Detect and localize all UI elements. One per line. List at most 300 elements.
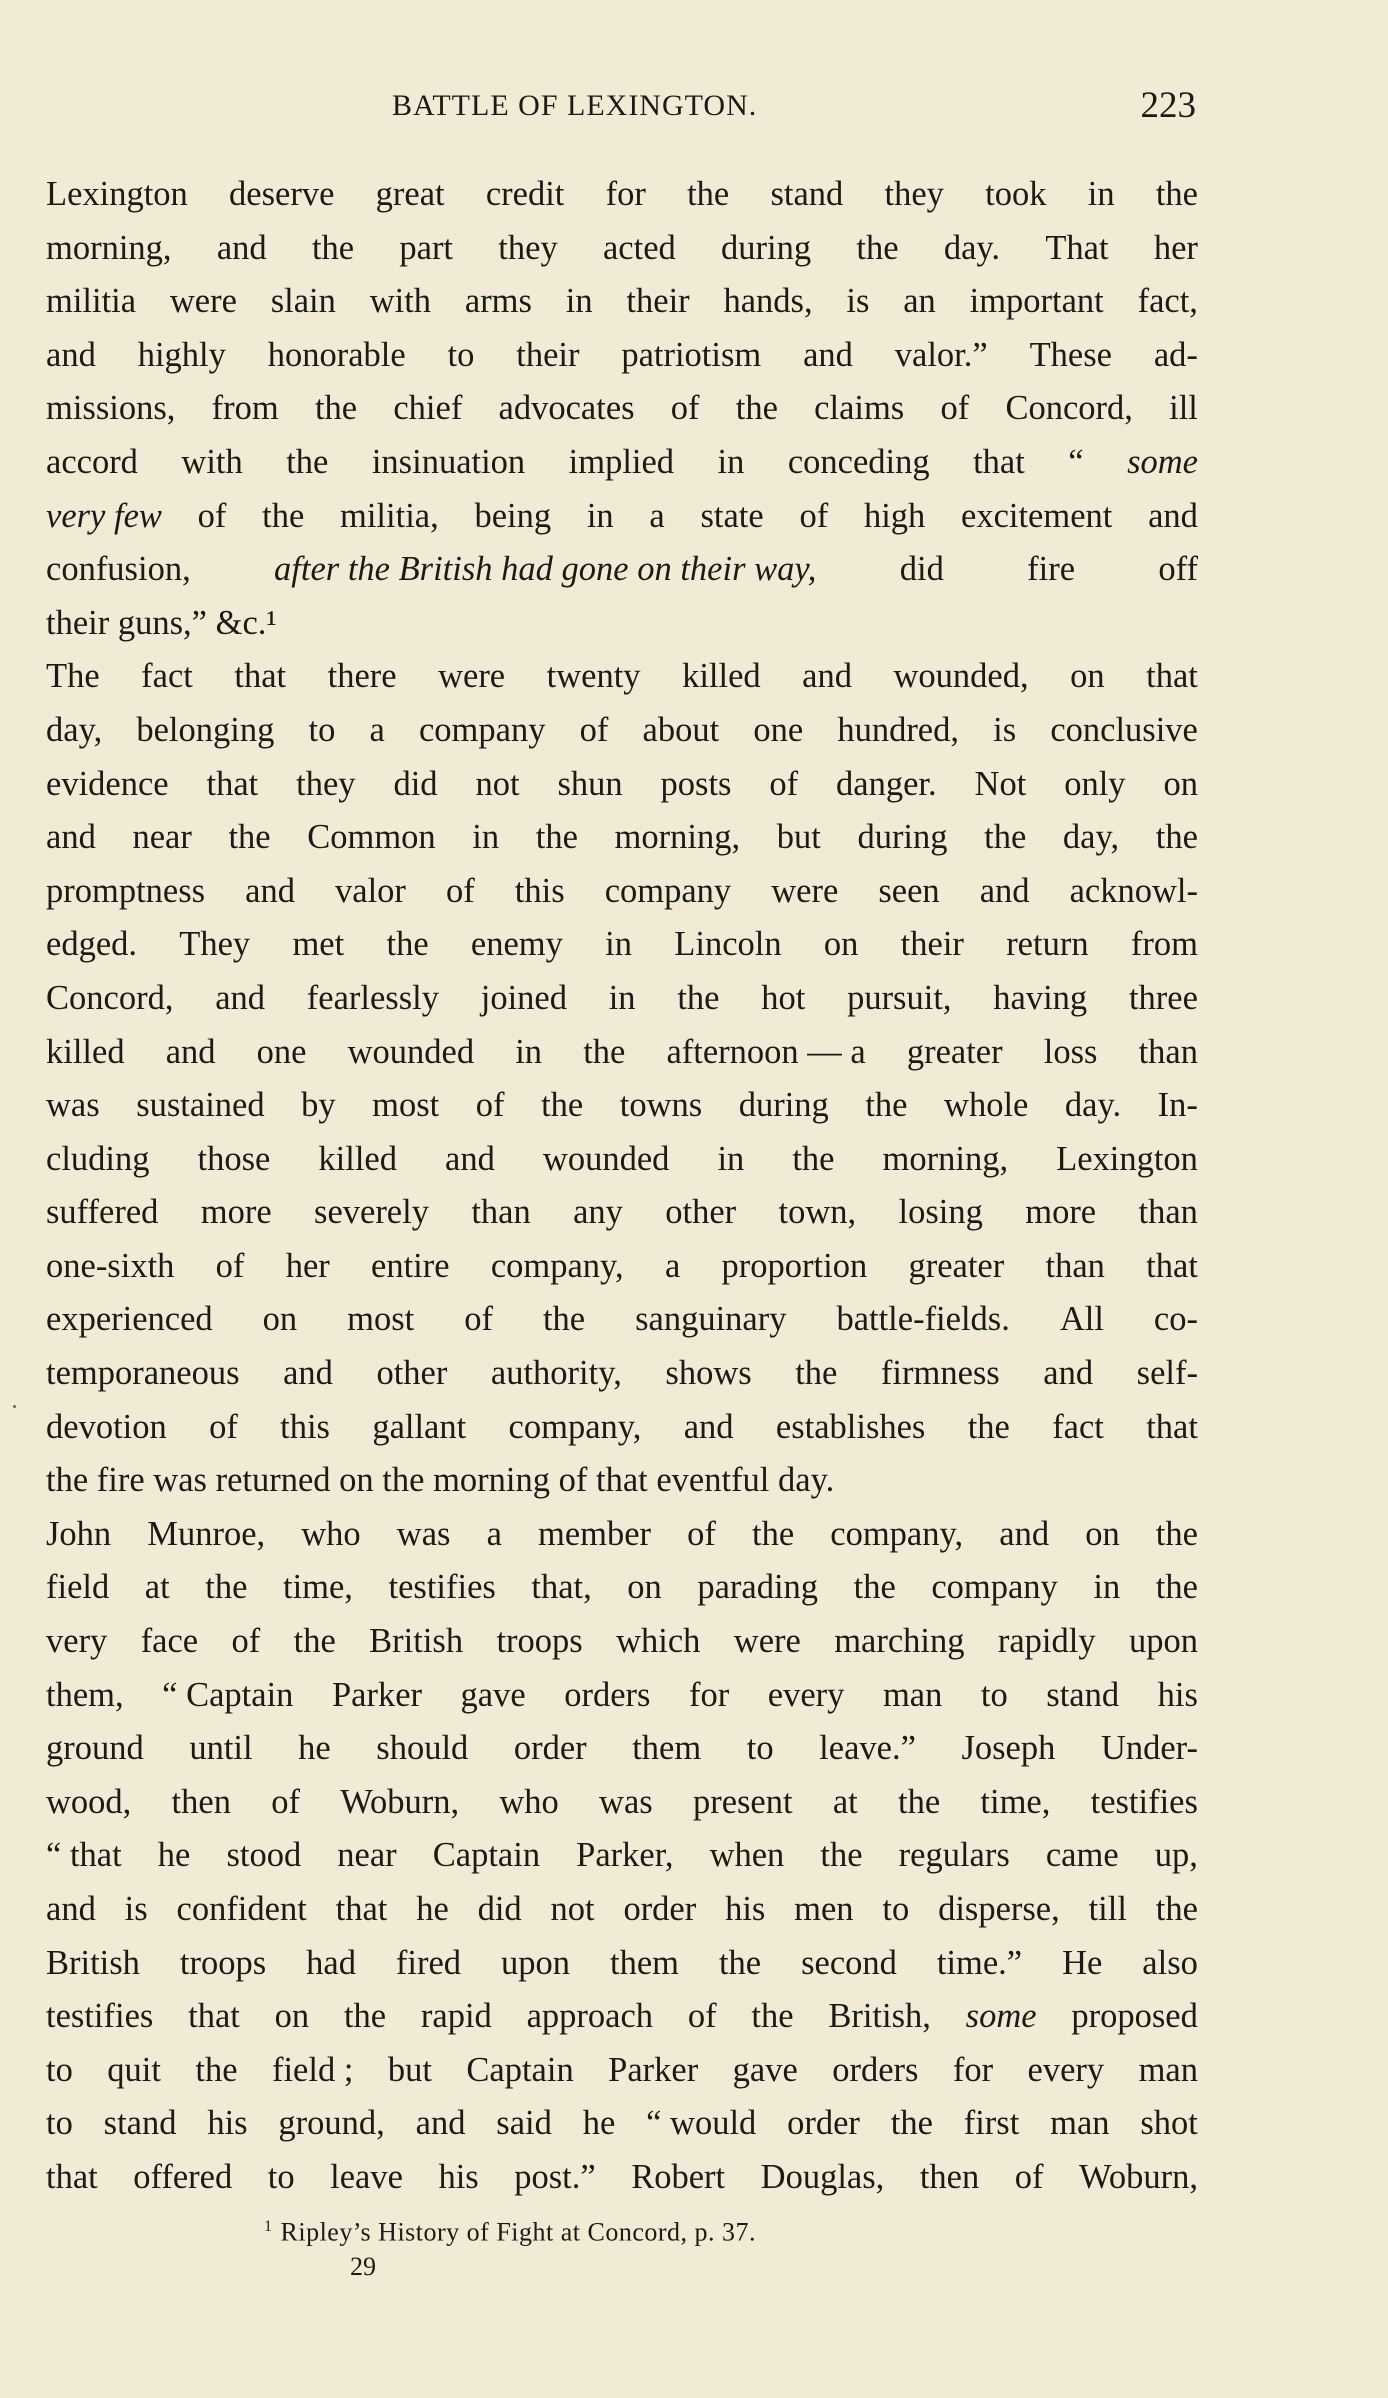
word: Woburn, (340, 1782, 460, 1821)
word: and (283, 1354, 333, 1393)
word: credit (485, 175, 565, 213)
word: high (863, 496, 926, 535)
word: of (215, 1246, 245, 1285)
text-line (46, 704, 1198, 758)
word: valor (335, 871, 406, 910)
word: Not (974, 764, 1027, 803)
word: company, (830, 1514, 964, 1553)
word: one (256, 1032, 307, 1071)
word: greater (906, 1032, 1003, 1071)
word: company, (508, 1407, 642, 1446)
word: Joseph (961, 1729, 1056, 1768)
word: “ that (46, 1836, 122, 1875)
word: her (1153, 228, 1198, 267)
word: having (993, 978, 1088, 1017)
word: the (718, 1943, 762, 1982)
word: the (795, 1354, 838, 1393)
word: man (1050, 2104, 1110, 2143)
word: &c.¹ (215, 603, 277, 642)
word: leave (330, 2157, 403, 2196)
word: These (1029, 335, 1112, 374)
word: state (700, 496, 764, 535)
word: the (752, 1514, 795, 1553)
word: the (1155, 175, 1198, 213)
word: upon (1128, 1622, 1198, 1661)
word: near (132, 818, 192, 857)
word: Parker, (576, 1836, 674, 1875)
word: self- (1136, 1354, 1198, 1393)
word: the (228, 818, 271, 857)
word: return (1006, 925, 1089, 964)
word: pursuit, (847, 978, 952, 1017)
text-line (46, 275, 1198, 329)
word: than (1045, 1246, 1105, 1285)
word: Lexington (46, 175, 188, 213)
word: disperse, (938, 1890, 1060, 1928)
word: their (46, 603, 110, 642)
word: men (794, 1890, 854, 1928)
word: was (396, 1514, 451, 1553)
word: joined (480, 978, 567, 1017)
word: of (271, 1782, 300, 1821)
word: her (285, 1246, 330, 1285)
word: that (335, 1890, 388, 1928)
word: and (999, 1514, 1050, 1553)
word: suffered (46, 1193, 159, 1232)
word: Captain (466, 2050, 574, 2089)
word: fact (1052, 1407, 1104, 1446)
word: at (144, 1568, 170, 1607)
word: order (787, 2104, 860, 2143)
word: stood (226, 1836, 302, 1875)
word: accord (46, 442, 138, 481)
word: time.” (936, 1943, 1023, 1982)
word: did (899, 550, 944, 589)
word: stand (103, 2104, 177, 2143)
text-line (46, 1401, 1198, 1455)
word: the (984, 818, 1027, 857)
word: more (1025, 1193, 1097, 1232)
word: in (472, 818, 500, 857)
word: stand (1046, 1675, 1120, 1714)
word: that (206, 764, 259, 803)
word: day. (778, 1461, 835, 1500)
word: were (733, 1622, 801, 1661)
word: in (1093, 1568, 1121, 1607)
text-line (46, 1293, 1198, 1347)
word: the (293, 1622, 336, 1661)
word: and (245, 871, 295, 910)
word: John (46, 1514, 112, 1553)
word: fired (395, 1943, 462, 1982)
word: to (308, 710, 336, 749)
word: wounded, (893, 657, 1029, 696)
word: and (415, 2104, 466, 2143)
word: British, (828, 1997, 931, 2036)
word: authority, (490, 1354, 622, 1393)
word: Robert (631, 2157, 726, 2196)
word: stand (770, 175, 844, 213)
word: devotion (46, 1407, 167, 1446)
word: more (200, 1193, 272, 1232)
word: temporaneous (46, 1354, 240, 1393)
word: ill (1169, 389, 1198, 428)
text-line (46, 329, 1198, 383)
word: face (140, 1622, 199, 1661)
text-line (46, 1186, 1198, 1240)
word: time, (980, 1782, 1051, 1821)
word: eventful (656, 1461, 770, 1500)
word: and (1043, 1354, 1094, 1393)
word: man (1138, 2050, 1198, 2089)
word: regulars (898, 1836, 1010, 1875)
word: chief (393, 389, 463, 428)
word: not (550, 1890, 595, 1928)
word: Common (307, 818, 436, 857)
word: seen (878, 871, 940, 910)
word: of (1014, 2157, 1044, 2196)
word: than (471, 1193, 531, 1232)
word: every (767, 1675, 845, 1714)
word: order (623, 1890, 697, 1928)
text-line (46, 1133, 1198, 1187)
word: to (746, 1729, 774, 1768)
word: co- (1153, 1300, 1198, 1339)
word: of (769, 764, 799, 803)
word: loss (1043, 1032, 1098, 1071)
text-line (46, 2151, 1198, 2205)
word: but (387, 2050, 432, 2089)
word: than (1138, 1032, 1198, 1071)
text-line (46, 1240, 1198, 1294)
word: of (940, 389, 970, 428)
text-line (46, 865, 1198, 919)
word: with (181, 442, 243, 481)
word: orders (564, 1675, 651, 1714)
word: British (369, 1622, 464, 1661)
word: wounded (347, 1032, 475, 1071)
word: valor.” (894, 335, 988, 374)
word: said (496, 2104, 552, 2143)
word: greater (908, 1246, 1005, 1285)
word: hands, (723, 282, 813, 321)
text-line (46, 1615, 1198, 1669)
word: ad- (1153, 335, 1198, 374)
text-line (46, 1508, 1198, 1562)
text-line (46, 1776, 1198, 1830)
word: on (262, 1300, 298, 1339)
word: during (721, 228, 812, 267)
word: hot (761, 978, 806, 1017)
word: honorable (267, 335, 406, 374)
text-line (46, 811, 1198, 865)
word: fact, (1137, 282, 1198, 321)
word: member (538, 1514, 652, 1553)
word: Woburn, (1079, 2157, 1198, 2196)
word: they (498, 228, 558, 267)
text-line (46, 436, 1198, 490)
word: the (1155, 1514, 1198, 1553)
word: other (376, 1354, 448, 1393)
word: in (717, 442, 745, 481)
word: towns (619, 1086, 703, 1125)
word: from (1130, 925, 1198, 964)
word: the (382, 1461, 425, 1500)
word: ground (46, 1729, 144, 1768)
text-line (46, 490, 1198, 544)
word: the (311, 228, 355, 267)
word: order (513, 1729, 587, 1768)
word: by (301, 1086, 336, 1125)
word: The (46, 657, 100, 696)
word: in (605, 925, 633, 964)
word: did (393, 764, 438, 803)
word: very few (46, 496, 162, 535)
word: one-sixth (46, 1246, 175, 1285)
word: the (865, 1086, 908, 1125)
word: from (211, 389, 279, 428)
word: three (1128, 978, 1198, 1017)
word: near (337, 1836, 397, 1875)
word: were (771, 871, 839, 910)
text-line (46, 1829, 1198, 1883)
text-line (46, 597, 1198, 651)
word: day, (1062, 818, 1120, 857)
word: at (832, 1782, 858, 1821)
text-line (46, 1722, 1198, 1776)
word: quit (107, 2050, 161, 2089)
word: to (882, 1890, 910, 1928)
word: of (687, 1514, 716, 1553)
text-line (46, 1347, 1198, 1401)
word: off (1158, 550, 1198, 589)
word: had (306, 1943, 356, 1982)
word: militia (46, 282, 137, 321)
word: and (979, 871, 1030, 910)
word: them (610, 1943, 679, 1982)
word: the (792, 1139, 835, 1178)
word: and (215, 978, 266, 1017)
word: the (1155, 1568, 1198, 1607)
word: them (632, 1729, 702, 1768)
text-line (46, 382, 1198, 436)
word: up, (1154, 1836, 1198, 1875)
text-line (46, 2044, 1198, 2098)
word: an (903, 282, 936, 321)
word: insinuation (371, 442, 526, 481)
word: and (165, 1032, 216, 1071)
word: every (1027, 2050, 1105, 2089)
word: being (474, 496, 552, 535)
word: his (725, 1890, 766, 1928)
word: leave.” (819, 1729, 916, 1768)
word: on (274, 1997, 310, 2036)
word: of (464, 1300, 493, 1339)
word: sustained (136, 1086, 265, 1125)
body-text (46, 168, 1198, 2205)
word: battle-fields. (836, 1300, 1010, 1339)
word: field ; (271, 2050, 354, 2089)
word: town, (778, 1193, 857, 1232)
word: in (608, 978, 636, 1017)
word: some (1127, 442, 1198, 481)
word: part (399, 228, 454, 267)
word: to (46, 2050, 73, 2089)
text-line (46, 168, 1198, 222)
word: on (627, 1568, 662, 1607)
word: that (188, 1997, 240, 2036)
word: gave (732, 2050, 798, 2089)
word: of (799, 496, 829, 535)
word: of (475, 1086, 505, 1125)
word: the (535, 818, 578, 857)
word: “ would (646, 2104, 757, 2143)
word: the (820, 1836, 863, 1875)
word: enemy (470, 925, 563, 964)
word: were (438, 657, 506, 696)
word: and (802, 657, 852, 696)
word: is (993, 710, 1017, 749)
word: them, (46, 1675, 124, 1714)
word: in (1087, 175, 1115, 213)
word: conceding (787, 442, 930, 481)
word: until (189, 1729, 253, 1768)
word: company (931, 1568, 1058, 1607)
word: took (985, 175, 1047, 213)
word: posts (660, 764, 732, 803)
word: their (516, 335, 580, 374)
word: British (46, 1943, 140, 1982)
text-line (46, 758, 1198, 812)
word: in (515, 1032, 543, 1071)
word: field (46, 1568, 110, 1607)
word: Parker (608, 2050, 699, 2089)
word: twenty (546, 657, 641, 696)
word: the (677, 978, 720, 1017)
word: advocates (498, 389, 635, 428)
word: upon (501, 1943, 571, 1982)
margin-speck (13, 1405, 16, 1408)
word: and (46, 335, 96, 374)
word: firmness (880, 1354, 1000, 1393)
word: promptness (46, 871, 206, 910)
word: that (1146, 1246, 1198, 1285)
word: that, (531, 1568, 592, 1607)
word: day. (1064, 1086, 1122, 1125)
word: day, (46, 710, 103, 749)
word: killed (46, 1032, 125, 1071)
word: shows (665, 1354, 752, 1393)
word: Munroe, (147, 1514, 266, 1553)
word: of (231, 1622, 261, 1661)
word: to (447, 335, 475, 374)
word: which (616, 1622, 701, 1661)
word: was (46, 1086, 100, 1125)
word: killed (682, 657, 761, 696)
text-line (46, 1026, 1198, 1080)
word: and (445, 1139, 495, 1178)
word: his (1157, 1675, 1198, 1714)
word: company, (490, 1246, 624, 1285)
word: than (1138, 1193, 1198, 1232)
word: the (583, 1032, 626, 1071)
word: entire (371, 1246, 450, 1285)
word: is (846, 282, 870, 321)
word: on (823, 925, 859, 964)
word: morning, (882, 1139, 1009, 1178)
word: fire (1027, 550, 1076, 589)
word: the (262, 496, 305, 535)
word: sanguinary (635, 1300, 787, 1339)
word: after the British had gone on their way, (274, 550, 817, 589)
word: some (965, 1997, 1037, 2036)
word: present (692, 1782, 793, 1821)
word: most (372, 1086, 440, 1125)
word: should (376, 1729, 469, 1768)
word: Lincoln (674, 925, 782, 964)
word: acted (602, 228, 676, 267)
word: to (267, 2157, 295, 2196)
word: the (343, 1997, 387, 2036)
word: excitement (961, 496, 1113, 535)
running-head (0, 86, 1388, 136)
word: Lexington (1056, 1139, 1198, 1178)
word: confident (176, 1890, 307, 1928)
word: the (195, 2050, 238, 2089)
word: did (477, 1890, 522, 1928)
footnote-marker: 1 (264, 2218, 273, 2235)
word: losing (898, 1193, 983, 1232)
text-line (46, 1883, 1198, 1937)
footnote (264, 2210, 756, 2250)
word: of (558, 1461, 588, 1500)
word: of (445, 871, 475, 910)
word: gave (460, 1675, 526, 1714)
word: the (205, 1568, 248, 1607)
word: this (514, 871, 565, 910)
word: their (626, 282, 690, 321)
word: the (687, 175, 730, 213)
word: for (952, 2050, 994, 2089)
word: in (565, 282, 593, 321)
word: to (46, 2104, 73, 2143)
word: “ Captain (162, 1675, 294, 1714)
word: fearlessly (306, 978, 439, 1017)
word: orders (832, 2050, 919, 2089)
word: who (301, 1514, 361, 1553)
word: then (919, 2157, 980, 2196)
word: with (369, 282, 432, 321)
word: they (884, 175, 944, 213)
word: that (46, 2157, 98, 2196)
word: establishes (775, 1407, 926, 1446)
word: that (234, 657, 287, 696)
word: Captain (432, 1836, 541, 1875)
word: They (179, 925, 251, 964)
word: testifies (388, 1568, 496, 1607)
word: offered (133, 2157, 233, 2196)
word: the (890, 2104, 933, 2143)
word: the (314, 389, 358, 428)
word: danger. (836, 764, 937, 803)
word: very (46, 1622, 108, 1661)
word: the (898, 1782, 941, 1821)
word: on (1085, 1514, 1120, 1553)
word: and (46, 818, 96, 857)
word: a (649, 496, 665, 535)
word: then (171, 1782, 231, 1821)
word: edged. (46, 925, 138, 964)
